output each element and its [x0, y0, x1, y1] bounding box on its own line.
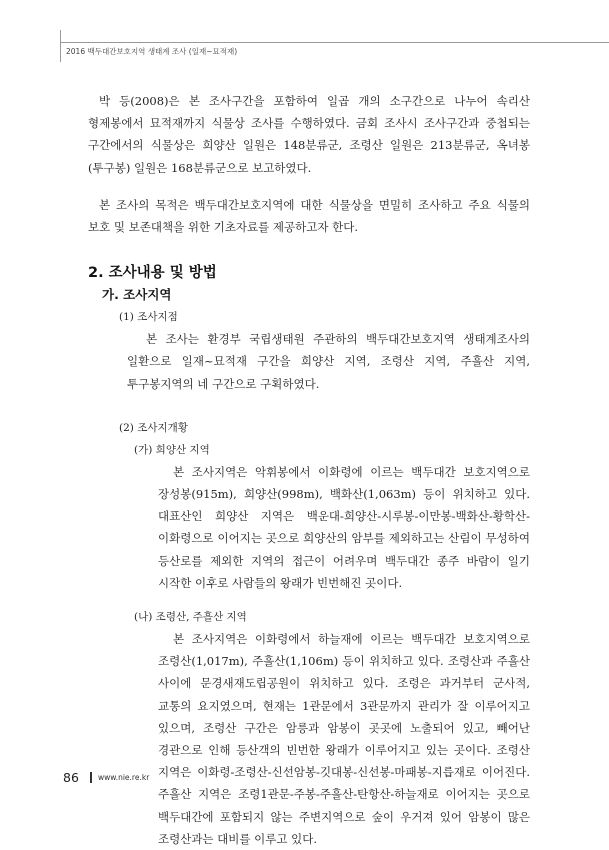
item-2-title: (2) 조사지개황 — [119, 421, 188, 434]
sub-a-body: 본 조사지역은 악휘봉에서 이화령에 이르는 백두대간 보호지역으로 장성봉(915m), 희양산(998m), 백화산(1,063m) 등이 위치하고 있다. 대표산인 희양산 지역은 백운대-희양산-시루봉-이만봉-백화산-황학산-이화령으로 이어지는 곳으로 희양산의 암부를 제외하고는 산림이 무성하여 등산로를 제외한 지역의 접근이 어려우며 백두대간 종주 바람이 일기 시작한 이후로 사람들의 왕래가 빈번해진 곳이다. — [158, 464, 530, 590]
intro-paragraph-2: 본 조사의 목적은 백두대간보호지역에 대한 식물상을 면밀히 조사하고 주요 식물의 보호 및 보존대책을 위한 기초자료를 제공하고자 한다. — [88, 197, 530, 235]
page-number: 86 — [63, 770, 79, 785]
body-content — [88, 90, 530, 850]
header-rule — [60, 42, 609, 43]
footer-separator — [90, 772, 92, 783]
header-vertical-rule — [60, 30, 61, 62]
sub-b-body: 본 조사지역은 이화령에서 하늘재에 이르는 백두대간 보호지역으로 조령산(1,017m), 주흘산(1,106m) 등이 위치하고 있다. 조령산과 주흘산 사이에 문경새재도립공원이 위치하고 있다. 조령은 과거부터 군사적, 교통의 요지였으며, 현재는 1관문에서 3관문까지 관리가 잘 이루어지고 있으며, 조령산 구간은 암릉과 암봉이 곳곳에 노출되어 있고, 빼어난 경관으로 인해 등산객의 빈번한 왕래가 이루어지고 있는 곳이다. 조령산 지역은 이화령-조령산-신선암봉-깃대봉-신선봉-마패봉-지릅재로 이어진다. 주흘산 지역은 조령1관문-주봉-주흘산-탄항산-하늘재로 이어지는 곳으로 백두대간에 포함되지 않는 주변지역으로 숲이 우거져 있어 암봉이 많은 조령산과는 대비를 이루고 있다. — [158, 632, 530, 846]
sub-b-title: (나) 조령산, 주흘산 지역 — [134, 611, 247, 624]
section-heading: 2. 조사내용 및 방법 — [88, 265, 217, 282]
running-title: 2016 백두대간보호지역 생태계 조사 (일재~묘적재) — [66, 47, 238, 56]
intro-paragraph-1: 박 등(2008)은 본 조사구간을 포함하여 일곱 개의 소구간으로 나누어 속리산 형제봉에서 묘적재까지 식물상 조사를 수행하였다. 금회 조사시 조사구간과 중첩되는 구간에서의 식물상은 희양산 일원은 148분류군, 조령산 일원은 213분류군, 옥녀봉(투구봉) 일원은 168분류군으로 보고하였다. — [88, 94, 530, 175]
sub-a-title: (가) 희양산 지역 — [134, 443, 210, 456]
subsection-heading: 가. 조사지역 — [102, 287, 172, 303]
footer-url: www.nie.re.kr — [98, 773, 150, 782]
item-1-body: 본 조사는 환경부 국립생태원 주관하의 백두대간보호지역 생태계조사의 일환으로 일재~묘적재 구간을 희양산 지역, 조령산 지역, 주흘산 지역, 투구봉지역의 네 구간으로 구획하였다. — [127, 332, 530, 391]
item-1-title: (1) 조사지점 — [119, 311, 178, 324]
page-header — [0, 0, 609, 62]
